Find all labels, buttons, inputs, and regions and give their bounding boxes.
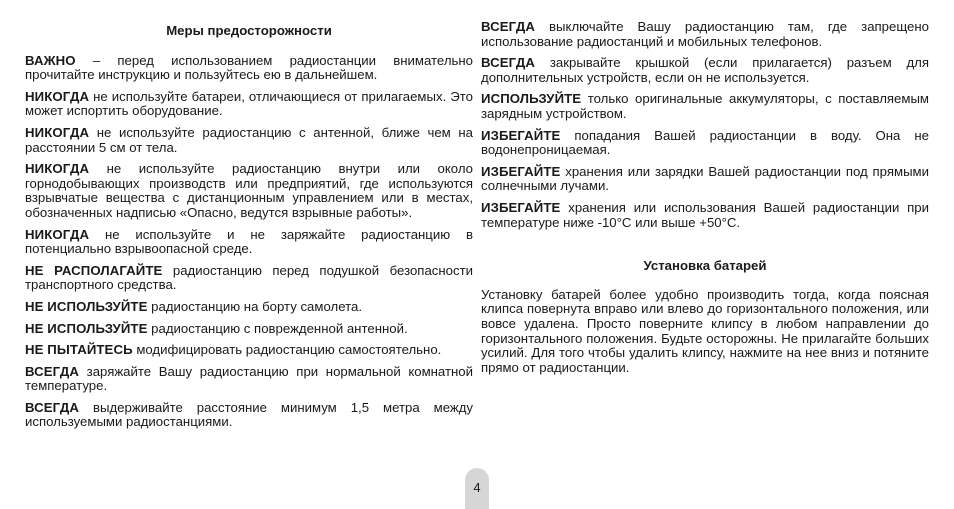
precaution-text: – перед использованием радиостанции внимательно прочитайте инструкцию и пользуйтесь ею в дальнейшем. [25,52,473,83]
precautions-heading: Меры предосторожности [166,23,332,38]
precaution-paragraph [25,228,473,257]
precaution-paragraph [481,165,929,194]
precaution-keyword: НИКОГДА [25,161,90,177]
precaution-keyword: ИЗБЕГАЙТЕ [481,199,561,215]
precaution-keyword: НЕ ПЫТАЙТЕСЬ [25,342,133,358]
precaution-paragraph [25,401,473,430]
right-column [481,20,929,382]
precaution-keyword: ВАЖНО [25,52,76,68]
precaution-keyword: НИКОГДА [25,88,90,104]
page-number: 4 [473,480,481,495]
precaution-paragraph [481,201,929,230]
precaution-paragraph [25,90,473,119]
precaution-text: только оригинальные аккумуляторы, с поставляемым зарядным устройством. [481,91,929,121]
precaution-text: модифицировать радиостанцию самостоятельно. [132,342,442,358]
precaution-text: выключайте Вашу радиостанцию там, где запрещено использование радиостанций и мобильных телефонов. [481,19,929,49]
section-spacer [481,237,929,259]
precaution-text: хранения или зарядки Вашей радиостанции под прямыми солнечными лучами. [481,163,929,194]
precaution-keyword: ВСЕГДА [481,55,536,71]
precaution-paragraph [481,20,929,49]
precaution-paragraph [481,129,929,158]
precaution-keyword: ВСЕГДА [25,363,80,379]
precaution-text: хранения или использования Вашей радиостанции при температуре ниже -10°С или выше +50°С. [481,199,929,230]
precaution-paragraph [25,343,473,358]
precaution-paragraph [25,365,473,394]
precaution-keyword: НЕ ИСПОЛЬЗУЙТЕ [25,298,148,314]
precaution-text: выдерживайте расстояние минимум 1,5 метра между используемыми радиостанциями. [25,399,473,430]
precaution-paragraph [25,54,473,83]
battery-install-text: Установку батарей более удобно производить тогда, когда поясная клипса повернута вправо или влево до горизонтального положения, или вовсе удалена. Просто поверните клипсу в любом направлении до горизонтального положения. Будьте осторожны. Не прилагайте больших усилий. Для того чтобы удалить клипсу, нажмите на нее вниз и потяните прямо от радиостанции. [481,286,929,375]
precaution-paragraph [481,56,929,85]
left-column [25,20,473,437]
precaution-paragraph [25,264,473,293]
precaution-keyword: НИКОГДА [25,124,90,140]
precaution-text: радиостанцию на борту самолета. [147,298,362,314]
precaution-text: не используйте батареи, отличающиеся от прилагаемых. Это может испортить оборудование. [25,88,473,119]
precaution-paragraph [25,300,473,315]
battery-install-heading: Установка батарей [643,258,767,274]
precaution-keyword: ВСЕГДА [481,19,536,34]
precaution-paragraph [25,322,473,337]
precaution-keyword: НИКОГДА [25,226,90,242]
precaution-text: радиостанцию перед подушкой безопасности транспортного средства. [25,262,473,293]
precaution-keyword: ВСЕГДА [25,399,80,415]
precaution-text: попадания Вашей радиостанции в воду. Она не водонепроницаемая. [481,127,929,158]
precaution-paragraph [25,126,473,155]
precaution-keyword: ИСПОЛЬЗУЙТЕ [481,91,582,107]
precaution-text: закрывайте крышкой (если прилагается) разъем для дополнительных устройств, если он не используется. [481,55,929,85]
precaution-text: не используйте радиостанцию внутри или около горнодобывающих производств или предприятий, где используются взрывчатые вещества с дистанционным управлением или в местах, обозначенных надписью «Опасно, ведутся взрывные работы». [25,161,473,220]
precaution-text: не используйте и не заряжайте радиостанцию в потенциально взрывоопасной среде. [25,226,473,257]
precaution-keyword: ИЗБЕГАЙТЕ [481,163,561,179]
precaution-text: не используйте радиостанцию с антенной, ближе чем на расстоянии 5 см от тела. [25,124,473,155]
precaution-paragraph [481,92,929,121]
precaution-keyword: ИЗБЕГАЙТЕ [481,127,561,143]
page-number-badge [465,468,489,509]
precaution-text: заряжайте Вашу радиостанцию при нормальной комнатной температуре. [25,363,473,394]
precaution-paragraph [25,162,473,220]
precaution-keyword: НЕ ИСПОЛЬЗУЙТЕ [25,320,148,336]
precaution-text: радиостанцию с поврежденной антенной. [147,320,408,336]
precaution-keyword: НЕ РАСПОЛАГАЙТЕ [25,262,163,278]
